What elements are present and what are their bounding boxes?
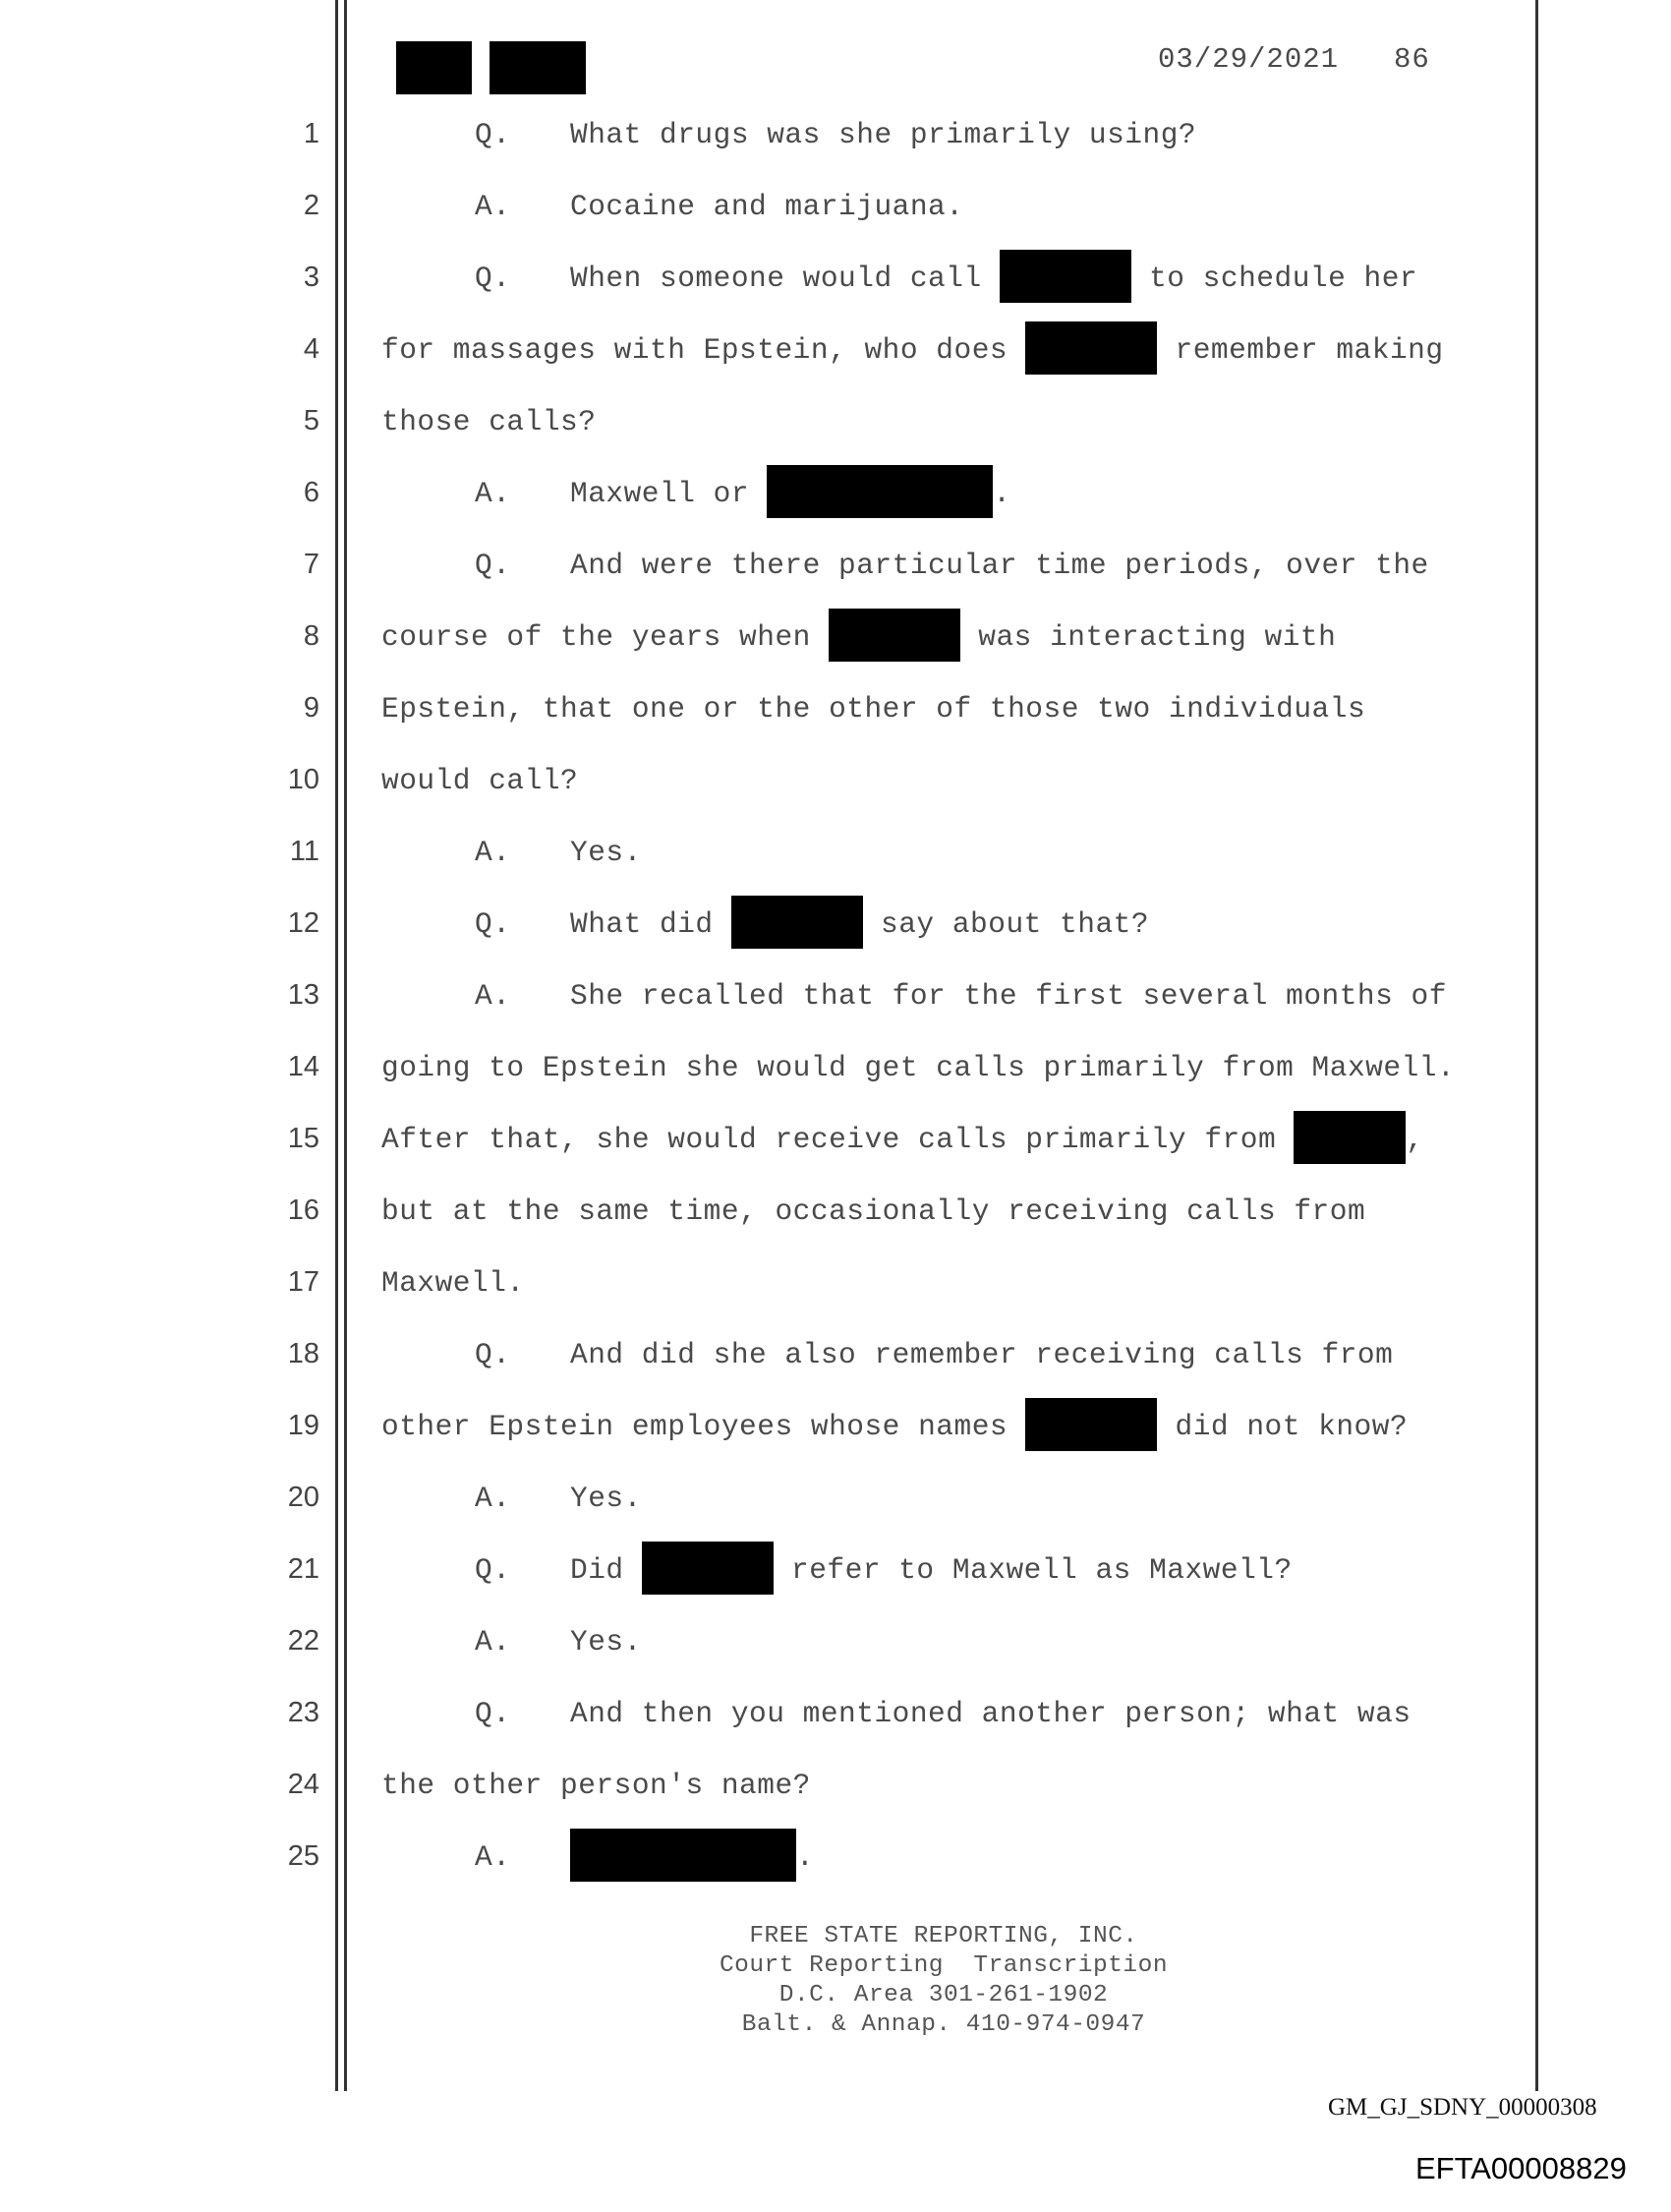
line-content: She recalled that for the first several months of [570,979,1447,1013]
line-number: 21 [287,1553,319,1585]
line-content: When someone would call [570,262,1000,295]
redaction-box [1025,321,1157,375]
line-number: 15 [287,1123,319,1154]
transcript-line [0,1761,1671,1820]
line-content: remember making [1157,333,1444,367]
line-text [475,836,642,869]
speaker-marker: A. [475,1625,511,1659]
line-text [475,1840,814,1874]
redaction-box [1294,1111,1406,1164]
line-text [381,1123,1424,1156]
transcript-line [0,182,1671,241]
line-text [475,1625,642,1659]
transcript-line [0,900,1671,959]
line-text: Maxwell. [381,1266,525,1300]
line-content: Maxwell or [570,477,768,510]
line-content: other Epstein employees whose names [381,1410,1026,1443]
speaker-marker: A. [475,1840,511,1874]
line-number: 10 [287,764,319,795]
transcript-line [0,325,1671,384]
line-text [475,549,1429,582]
transcript-line [0,1187,1671,1246]
bates-number: GM_GJ_SDNY_00000308 [1328,2094,1597,2121]
transcript-line [0,110,1671,169]
line-text: those calls? [381,405,597,438]
line-content: was interacting with [960,620,1337,654]
transcript-line [0,1043,1671,1102]
speaker-marker: Q. [475,118,511,151]
line-text [475,1338,1393,1371]
line-content: Yes. [570,1482,642,1515]
line-text [381,620,1336,654]
transcript-line [0,397,1671,456]
transcript-line [0,612,1671,671]
line-text [381,333,1444,367]
header-redaction-box [396,41,472,94]
redaction-box [829,609,960,662]
speaker-marker: Q. [475,1338,511,1371]
line-content: What drugs was she primarily using? [570,118,1197,151]
line-content: did not know? [1157,1410,1409,1443]
transcript-line [0,1689,1671,1748]
line-content: Did [570,1553,642,1587]
line-text: would call? [381,764,579,797]
line-text [475,1482,642,1515]
speaker-marker: Q. [475,907,511,941]
line-content: Yes. [570,1625,642,1659]
line-content: , [1406,1123,1424,1156]
speaker-marker: A. [475,190,511,223]
speaker-marker: Q. [475,262,511,295]
line-number: 4 [303,333,319,365]
line-number: 16 [287,1194,319,1226]
transcript-line [0,254,1671,313]
efta-number: EFTA00008829 [1415,2151,1627,2185]
line-number: 13 [287,979,319,1011]
speaker-marker: A. [475,836,511,869]
line-text [475,907,1149,941]
line-number: 2 [303,190,319,221]
line-number: 25 [287,1840,319,1872]
reporter-company: FREE STATE REPORTING, INC. [749,1923,1138,1950]
line-text: going to Epstein she would get calls primarily from Maxwell. [381,1051,1456,1084]
speaker-marker: Q. [475,549,511,582]
speaker-marker: A. [475,1482,511,1515]
transcript-line [0,756,1671,815]
line-number: 14 [287,1051,319,1082]
speaker-marker: A. [475,477,511,510]
reporter-balt-phone: Balt. & Annap. 410-974-0947 [741,2011,1146,2038]
line-text [381,1410,1408,1443]
line-text [475,1553,1293,1587]
transcript-line [0,1545,1671,1604]
line-number: 22 [287,1625,319,1657]
transcript-line [0,971,1671,1030]
line-text [475,190,963,223]
transcript-page-number: 86 [1394,43,1430,76]
transcript-line [0,684,1671,743]
redaction-box [642,1542,774,1595]
line-number: 20 [287,1482,319,1513]
line-number: 6 [303,477,319,508]
line-number: 9 [303,692,319,724]
line-number: 1 [303,118,319,149]
reporter-footer [550,1922,1337,2040]
line-content: And did she also remember receiving calls from [570,1338,1394,1371]
line-content: for massages with Epstein, who does [381,333,1026,367]
line-content: And were there particular time periods, over the [570,549,1429,582]
line-text: the other person's name? [381,1769,811,1802]
line-content: What did [570,907,731,941]
line-number: 3 [303,262,319,293]
line-number: 23 [287,1697,319,1728]
line-text: but at the same time, occasionally receiving calls from [381,1194,1366,1228]
line-text [475,118,1196,151]
redaction-box [731,896,863,949]
reporter-dc-phone: D.C. Area 301-261-1902 [778,1982,1109,2008]
line-number: 18 [287,1338,319,1369]
line-text: Epstein, that one or the other of those two individuals [381,692,1366,726]
transcript-line [0,469,1671,528]
line-text [475,1697,1412,1730]
line-number: 11 [289,836,319,867]
line-number: 7 [303,549,319,580]
speaker-marker: A. [475,979,511,1013]
line-number: 17 [287,1266,319,1298]
line-content: course of the years when [381,620,830,654]
line-content: Cocaine and marijuana. [570,190,964,223]
transcript-line [0,1115,1671,1174]
line-text [475,477,1010,510]
redaction-box [570,1829,796,1882]
line-text [475,979,1447,1013]
redaction-box [1000,250,1131,303]
line-number: 19 [287,1410,319,1441]
transcript-line [0,1833,1671,1892]
line-text [475,262,1417,295]
transcript-line [0,1617,1671,1676]
transcript-line [0,1474,1671,1533]
speaker-marker: Q. [475,1697,511,1730]
line-content: And then you mentioned another person; what was [570,1697,1412,1730]
line-number: 24 [287,1769,319,1800]
redaction-box [767,465,993,518]
line-content: . [796,1840,815,1874]
line-content: say about that? [862,907,1150,941]
header-redaction-box [490,41,586,94]
transcript-line [0,541,1671,600]
header-date-page [1158,43,1430,76]
line-content: . [993,477,1011,510]
reporter-services: Court Reporting Transcription [719,1952,1169,1979]
line-number: 5 [303,405,319,437]
line-number: 8 [303,620,319,652]
redaction-box [1025,1398,1157,1451]
speaker-marker: Q. [475,1553,511,1587]
line-content: After that, she would receive calls primarily from [381,1123,1295,1156]
line-content: refer to Maxwell as Maxwell? [773,1553,1293,1587]
transcript-line [0,1258,1671,1317]
transcript-line [0,1402,1671,1461]
line-number: 12 [287,907,319,939]
line-content: to schedule her [1130,262,1418,295]
transcript-line [0,828,1671,887]
line-content: Yes. [570,836,642,869]
transcript-date: 03/29/2021 [1158,43,1340,76]
transcript-line [0,1330,1671,1389]
